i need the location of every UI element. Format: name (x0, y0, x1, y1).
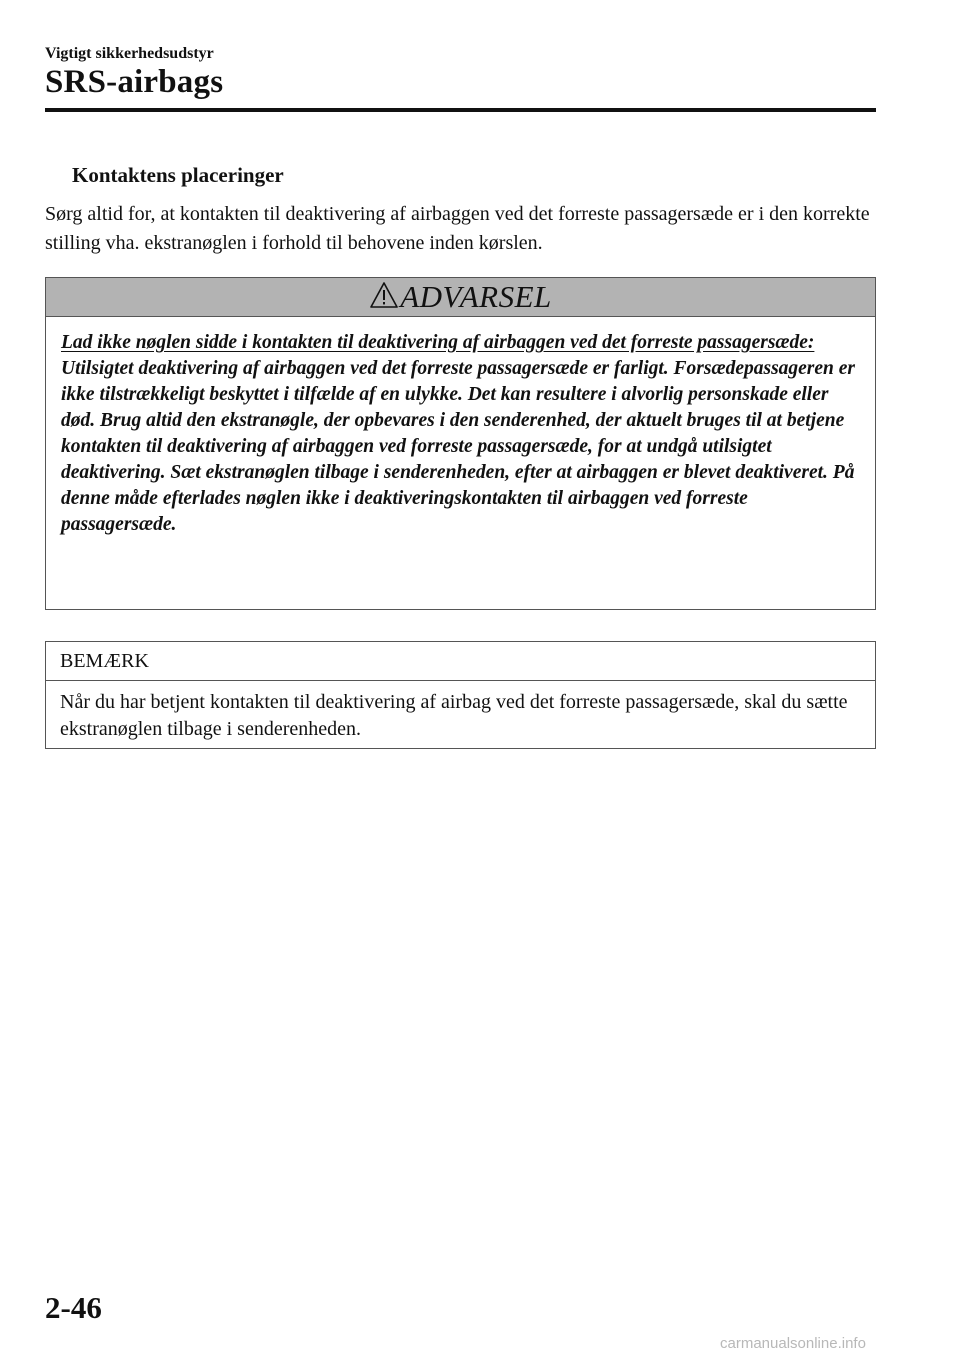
section-label: Vigtigt sikkerhedsudstyr (45, 45, 214, 62)
header-rule (45, 108, 876, 112)
warning-text: Utilsigtet deaktivering af airbaggen ved det forreste passagersæde er farligt. Forsædepassageren er ikke tilstrækkeligt beskyttet i tilfælde af en ulykke. Det kan resultere i alvorlig personskade eller død. Brug altid den ekstranøgle, der opbevares i den senderenhed, der aktuelt bruges til at betjene kontakten til deaktivering af airbaggen ved forreste passagersæde, for at undgå utilsigtet deaktivering. Sæt ekstranøglen tilbage i senderenheden, efter at airbaggen er blevet deaktiveret. På denne måde efterlades nøglen ikke i deaktiveringskontakten til airbaggen ved forreste passagersæde. (61, 358, 856, 535)
note-text: Når du har betjent kontakten til deaktivering af airbag ved det forreste passagersæde, skal du sætte ekstranøglen tilbage i senderenheden. (60, 691, 848, 740)
intro-paragraph: Sørg altid for, at kontakten til deaktivering af airbaggen ved det forreste passagersæde er i den korrekte stilling vha. ekstranøglen i forhold til behovene inden kørslen. (45, 203, 870, 254)
warning-header (46, 278, 875, 317)
note-box (45, 641, 876, 749)
warning-triangle-icon (369, 281, 399, 309)
note-title: BEMÆRK (46, 642, 875, 681)
watermark: carmanualsonline.info (720, 1335, 866, 1352)
page-title: SRS-airbags (45, 64, 224, 100)
warning-body (46, 317, 875, 538)
warning-box (45, 277, 876, 610)
warning-lead: Lad ikke nøglen sidde i kontakten til deaktivering af airbaggen ved det forreste passagersæde: (61, 332, 815, 353)
subheading: Kontaktens placeringer (72, 163, 284, 187)
page-number: 2-46 (45, 1290, 102, 1325)
warning-title: ADVARSEL (400, 279, 552, 314)
